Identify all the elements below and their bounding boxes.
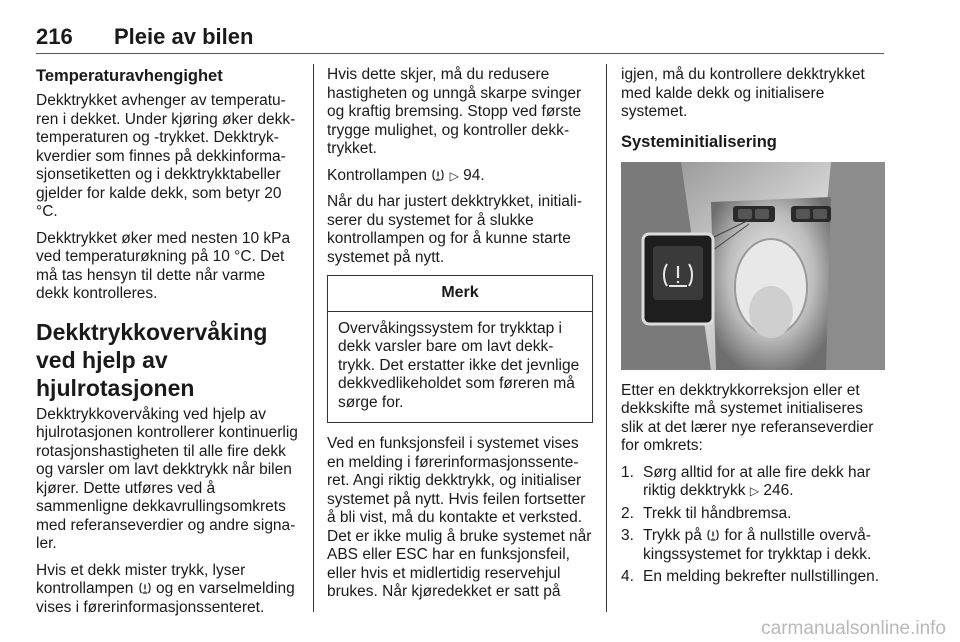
- paragraph: Når du har justert dekktrykket, initialiserer du systemet for å slukke kontrollampen og for å kunne starte systemet på nytt.: [327, 193, 582, 266]
- page-reference-link[interactable]: 246.: [763, 482, 794, 499]
- paragraph: Ved en funksjonsfeil i systemet vises en melding i førerinformasjonssenteret. Angi riktig dekktrykk, og initialiser systemet på nytt. Hvis feilen fortsetter å bli vist, må du kontakte et verksted. Det er ikke mulig å bruke systemet når ABS eller ESC har en funksjonsfeil, eller hvis et midlertidig reservehjul brukes. Når kjøredekket er satt på: [327, 435, 592, 600]
- paragraph: Kontrollampen ▷ 94.: [327, 166, 485, 184]
- note-box: [327, 275, 593, 423]
- step-list: [621, 464, 885, 587]
- page-header: [36, 24, 884, 54]
- list-item: 4. En melding bekrefter nullstillingen.: [621, 568, 880, 585]
- page-reference-arrow-icon: ▷: [449, 168, 459, 183]
- paragraph: Dekktrykket avhenger av temperaturen i dekket. Under kjøring øker dekktemperaturen og -trykket. Dekktrykkverdier som finnes på dekkinformasjonsetiketten og i dekktrykktabeller gjelder for kalde dekk, som betyr 20 °C.: [36, 92, 296, 220]
- note-title: Merk: [328, 276, 592, 312]
- list-item: 2. Trekk til håndbremsa.: [621, 504, 792, 522]
- paragraph: Hvis dette skjer, må du redusere hastigheten og unngå skarpe svinger og kraftig bremsing. Stopp ved første trygge mulighet, og kontroller dekktrykket.: [327, 66, 582, 157]
- note-body: Overvåkingssystem for trykktap i dekk varsler bare om lavt dekktrykk. Det erstatter ikke det jevnlige dekkvedlikeholdet som føreren må sørge for.: [338, 319, 580, 411]
- list-item: 3. Trykk på for å nullstille overvåkingssystemet for trykktap i dekk.: [621, 527, 872, 563]
- section-heading-temperature: Temperaturavhengighet: [36, 67, 223, 85]
- column-1: [36, 66, 302, 625]
- page-number: 216: [36, 24, 73, 49]
- paragraph: Hvis et dekk mister trykk, lyser kontrollampen og en varselmelding vises i førerinformasjonssenteret.: [36, 561, 295, 616]
- page-title: Pleie av bilen: [114, 24, 254, 49]
- paragraph: Dekktrykkovervåking ved hjelp av hjulrotasjonen kontrollerer kontinuerlig rotasjonshastigheten til alle fire dekk og varsler om lavt dekktrykk når bilen kjører. Dette utføres ved å sammenligne dekkavrullingsomkrets med referanseverdier og andre signaler.: [36, 405, 298, 552]
- paragraph: Etter en dekktrykkorreksjon eller et dekkskifte må systemet initialiseres slik at det lærer nye referanseverdier for omkrets:: [621, 381, 874, 454]
- tpms-warning-icon: [431, 168, 445, 182]
- paragraph: Dekktrykket øker med nesten 10 kPa ved temperaturøkning på 10 °C. Det må tas hensyn til dette når varme dekk kontrolleres.: [36, 229, 291, 302]
- column-2: [327, 66, 593, 610]
- tpms-warning-icon: [706, 528, 720, 542]
- page-reference-arrow-icon: ▷: [749, 484, 760, 498]
- section-heading-tpms: Dekktrykkovervåking ved hjelp av hjulrotasjonen: [36, 318, 268, 401]
- watermark: carmanualsonline.info: [761, 618, 946, 639]
- paragraph: igjen, må du kontrollere dekktrykket med kalde dekk og initialisere systemet.: [621, 66, 865, 120]
- console-photo: [621, 162, 885, 370]
- column-divider: [313, 64, 314, 612]
- section-heading-init: Systeminitialisering: [621, 132, 777, 151]
- column-3: [621, 66, 885, 591]
- column-divider: [606, 64, 607, 612]
- page-reference-link[interactable]: 94.: [463, 166, 485, 184]
- tpms-warning-icon: [138, 581, 152, 595]
- list-item: 1. Sørg alltid for at alle fire dekk har riktig dekktrykk ▷ 246.: [621, 463, 871, 499]
